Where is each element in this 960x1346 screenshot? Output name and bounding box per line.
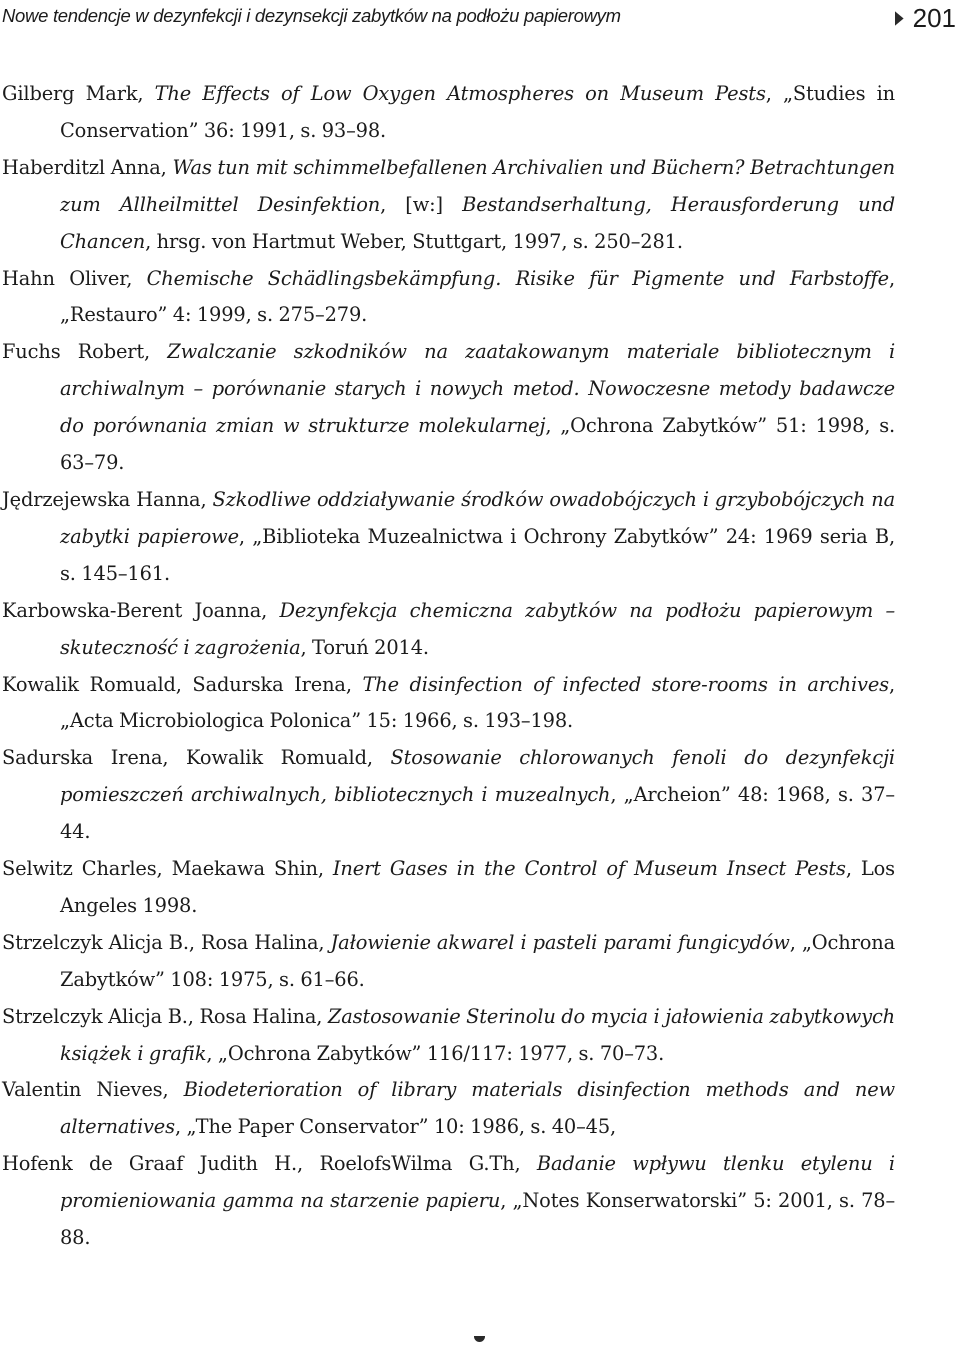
bibliography-list <box>2 76 895 1257</box>
reference-entry <box>2 334 895 482</box>
reference-title: Dezynfekcja chemiczna zabytków na podłożu papierowym – skuteczność i zagrożenia <box>60 598 895 659</box>
reference-title: Szkodliwe oddziaływanie środków owadobójczych i grzybobójczych na zabytki papierowe <box>60 487 896 548</box>
reference-entry <box>2 667 895 741</box>
reference-entry <box>2 1072 895 1146</box>
reference-source: , „Acta Microbiologica Polonica” 15: 1966, s. 193–198. <box>60 672 895 733</box>
reference-title: Badanie wpływu tlenku etylenu i promieniowania gamma na starzenie papieru <box>60 1152 895 1213</box>
reference-source: , „Ochrona Zabytków” 116/117: 1977, s. 70–73. <box>206 1041 665 1065</box>
reference-source: , „Studies in Conservation” 36: 1991, s. 93–98. <box>60 82 895 142</box>
reference-author: Gilberg Mark, <box>2 82 155 105</box>
reference-entry <box>2 593 895 667</box>
reference-author: Karbowska-Berent Joanna, <box>2 598 280 622</box>
page-number: 201 <box>912 3 956 33</box>
reference-title: Stosowanie chlorowanych fenoli do dezynfekcji pomieszczeń archiwalnych, bibliotecznych i muzealnych <box>60 746 895 807</box>
reference-title: The disinfection of infected store-rooms in archives <box>362 672 889 696</box>
reference-source: , „Restauro” 4: 1999, s. 275–279. <box>60 266 895 327</box>
reference-author: Jędrzejewska Hanna, <box>2 487 213 511</box>
reference-source: , hrsg. von Hartmut Weber, Stuttgart, 1997, s. 250–281. <box>145 229 683 253</box>
reference-title: Chemische Schädlingsbekämpfung. Risike für Pigmente und Farbstoffe <box>146 266 889 290</box>
page-end-mark-icon <box>474 1336 485 1342</box>
reference-author: Valentin Nieves, <box>2 1078 184 1102</box>
reference-author: Kowalik Romuald, Sadurska Irena, <box>2 672 363 696</box>
reference-title: Jałowienie akwarel i pasteli parami fungicydów <box>330 930 790 954</box>
reference-source: , „Ochrona Zabytków” 51: 1998, s. 63–79. <box>60 414 896 475</box>
reference-source: , Toruń 2014. <box>300 635 429 659</box>
reference-title: Inert Gases in the Control of Museum Insect Pests <box>332 857 846 881</box>
reference-book-title: Bestandserhaltung, Herausforderung und Chancen <box>60 192 896 253</box>
reference-author: Fuchs Robert, <box>2 340 168 364</box>
reference-entry <box>2 150 895 261</box>
reference-connector: , [w:] <box>380 192 463 216</box>
reference-author: Hahn Oliver, <box>2 266 147 290</box>
reference-author: Hofenk de Graaf Judith H., RoelofsWilma G.Th, <box>2 1152 537 1176</box>
reference-entry <box>2 482 895 593</box>
reference-source: , „Notes Konserwatorski” 5: 2001, s. 78–88. <box>60 1189 895 1250</box>
triangle-right-icon <box>895 11 904 26</box>
reference-author: Strzelczyk Alicja B., Rosa Halina, <box>2 1004 328 1028</box>
reference-entry <box>2 261 895 335</box>
reference-author: Haberditzl Anna, <box>2 155 173 179</box>
reference-source: , „Archeion” 48: 1968, s. 37–44. <box>60 783 895 844</box>
reference-source: , „The Paper Conservator” 10: 1986, s. 40–45, <box>174 1115 617 1139</box>
reference-entry <box>2 76 895 150</box>
reference-entry <box>2 1146 895 1257</box>
reference-title: Was tun mit schimmelbefallenen Archivalien und Büchern? Betrachtungen zum Allheilmittel Desinfektion <box>60 155 895 216</box>
page-marker <box>895 3 956 34</box>
reference-author: Sadurska Irena, Kowalik Romuald, <box>2 746 391 770</box>
reference-title: Zastosowanie Sterinolu do mycia i jałowienia zabytkowych książek i grafik <box>60 1004 895 1065</box>
reference-entry <box>2 999 895 1073</box>
reference-source: , „Biblioteka Muzealnictwa i Ochrony Zabytków” 24: 1969 seria B, s. 145–161. <box>60 524 895 585</box>
reference-entry <box>2 851 895 925</box>
reference-source: , „Ochrona Zabytków” 108: 1975, s. 61–66. <box>60 930 895 991</box>
reference-title: Zwalczanie szkodników na zaatakowanym materiale bibliotecznym i archiwalnym – porównanie starych i nowych metod. Nowoczesne metody badawcze do porównania zmian w strukturze molekularnej <box>60 340 896 438</box>
running-title: Nowe tendencje w dezynfekcji i dezynsekcji zabytków na podłożu papierowym <box>2 5 621 26</box>
reference-author: Strzelczyk Alicja B., Rosa Halina, <box>2 930 331 954</box>
page-header <box>0 0 960 40</box>
reference-entry <box>2 740 895 851</box>
reference-entry <box>2 925 895 999</box>
reference-title: Biodeterioration of library materials disinfection methods and new alternatives <box>60 1078 896 1139</box>
reference-author: Selwitz Charles, Maekawa Shin, <box>2 857 333 881</box>
reference-source: , Los Angeles 1998. <box>60 857 895 917</box>
reference-title: The Effects of Low Oxygen Atmospheres on Museum Pests <box>154 82 766 105</box>
